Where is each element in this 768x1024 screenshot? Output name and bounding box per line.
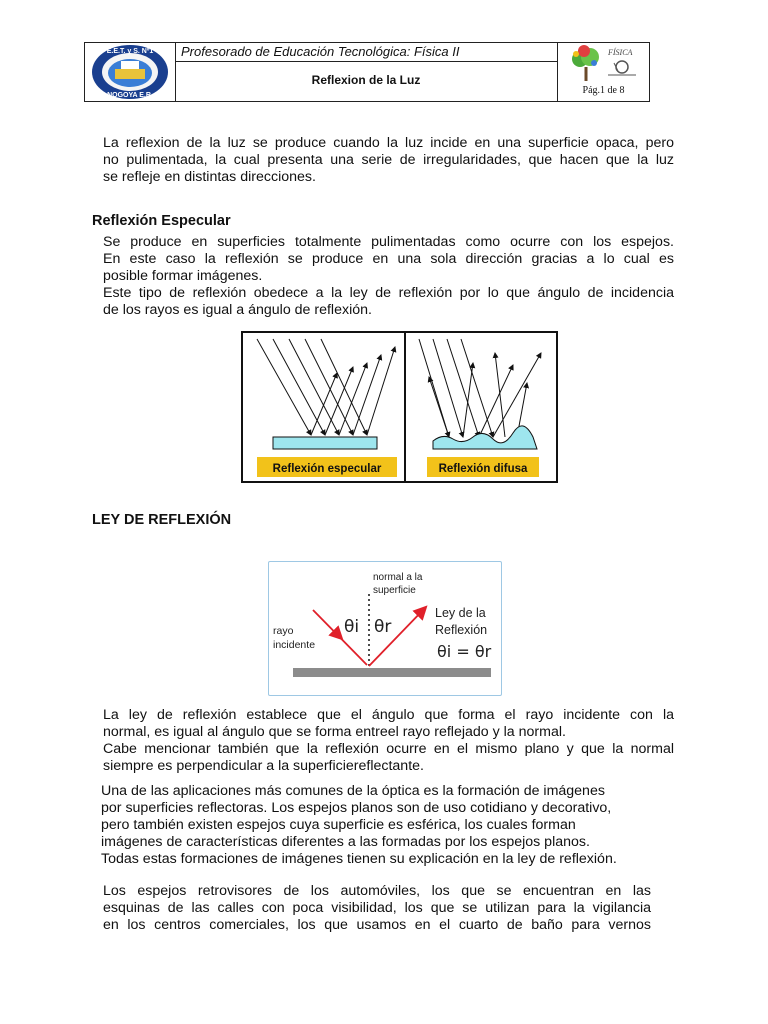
specular-heading: Reflexión Especular [92,213,231,229]
applications-line-3: pero también existen espejos cuya superficie es esférica, los cuales forman [101,817,576,833]
law-equation: θi = θr [437,642,492,661]
logo-text-bottom: NOGOYA E.R. [107,92,153,99]
specular-label: Reflexión especular [272,463,382,475]
reflecting-surface [293,668,491,677]
law-line-2: normal, es igual al ángulo que se forma entreel rayo reflejado y la normal. [103,724,566,740]
document-header [84,42,650,102]
specular-line-4: Este tipo de reflexión obedece a la ley de reflexión por lo que ángulo de incidencia [103,285,674,301]
school-logo [85,43,176,101]
normal-label-2: superficie [373,585,416,596]
normal-label-1: normal a la [373,572,423,583]
physics-logo-text: FÍSICA [608,48,633,57]
applications-line-1: Una de las aplicaciones más comunes de la óptica es la formación de imágenes [101,783,605,799]
mirrors-line-3: en los centros comerciales, los que usamos en el cuarto de baño para vernos [103,917,651,933]
page-number: Pág.1 de 8 [582,85,625,96]
smooth-mirror [273,437,377,449]
document-title: Reflexion de la Luz [311,73,421,87]
physics-logo [558,43,649,101]
theta-i: θi [344,617,360,637]
law-line-1: La ley de reflexión establece que el ángulo que forma el rayo incidente con la [103,707,674,723]
specular-line-5: de los rayos es igual a ángulo de reflexión. [103,302,372,318]
specular-line-2: En este caso la reflexión se produce en una sola dirección gracias a lo cual es [103,251,674,267]
intro-line-2: no pulimentada, la cual presenta una serie de irregularidades, que hacen que la luz [103,152,674,168]
course-name: Profesorado de Educación Tecnológica: Física II [181,44,460,59]
applications-line-2: por superficies reflectoras. Los espejos planos son de uso cotidiano y decorativo, [101,800,612,816]
applications-line-5: Todas estas formaciones de imágenes tienen su explicación en la ley de reflexión. [101,851,617,867]
law-heading: LEY DE REFLEXIÓN [92,512,232,528]
intro-line-3: se refleje en distintas direcciones. [103,169,316,185]
law-label-1: Ley de la [435,606,486,620]
diffuse-rays [419,339,541,437]
diffuse-label: Reflexión difusa [438,463,528,475]
reflection-law-figure [268,561,502,696]
theta-r: θr [374,617,392,637]
specular-rays [257,339,395,435]
specular-line-3: posible formar imágenes. [103,268,263,284]
law-label-2: Reflexión [435,623,488,637]
rough-surface [433,426,537,449]
law-line-4: siempre es perpendicular a la superficiereflectante. [103,758,424,774]
logo-text-top: E.E.T. y S. Nº1 [106,48,154,55]
reflection-types-figure [241,331,558,483]
mirrors-line-1: Los espejos retrovisores de los automóviles, los que se encuentran en las [103,883,651,899]
incident-label-1: rayo [273,625,294,637]
incident-label-2: incidente [273,639,316,651]
law-line-3: Cabe mencionar también que la reflexión ocurre en el mismo plano y que la normal [103,741,674,757]
applications-line-4: imágenes de características diferentes a las formadas por los espejos planos. [101,834,590,850]
specular-line-1: Se produce en superficies totalmente pulimentadas como ocurre con los espejos. [103,234,674,250]
mirrors-line-2: esquinas de las calles con poca visibilidad, los que se utilizan para la vigilancia [103,900,651,916]
intro-line-1: La reflexion de la luz se produce cuando la luz incide en una superficie opaca, pero [103,135,674,151]
